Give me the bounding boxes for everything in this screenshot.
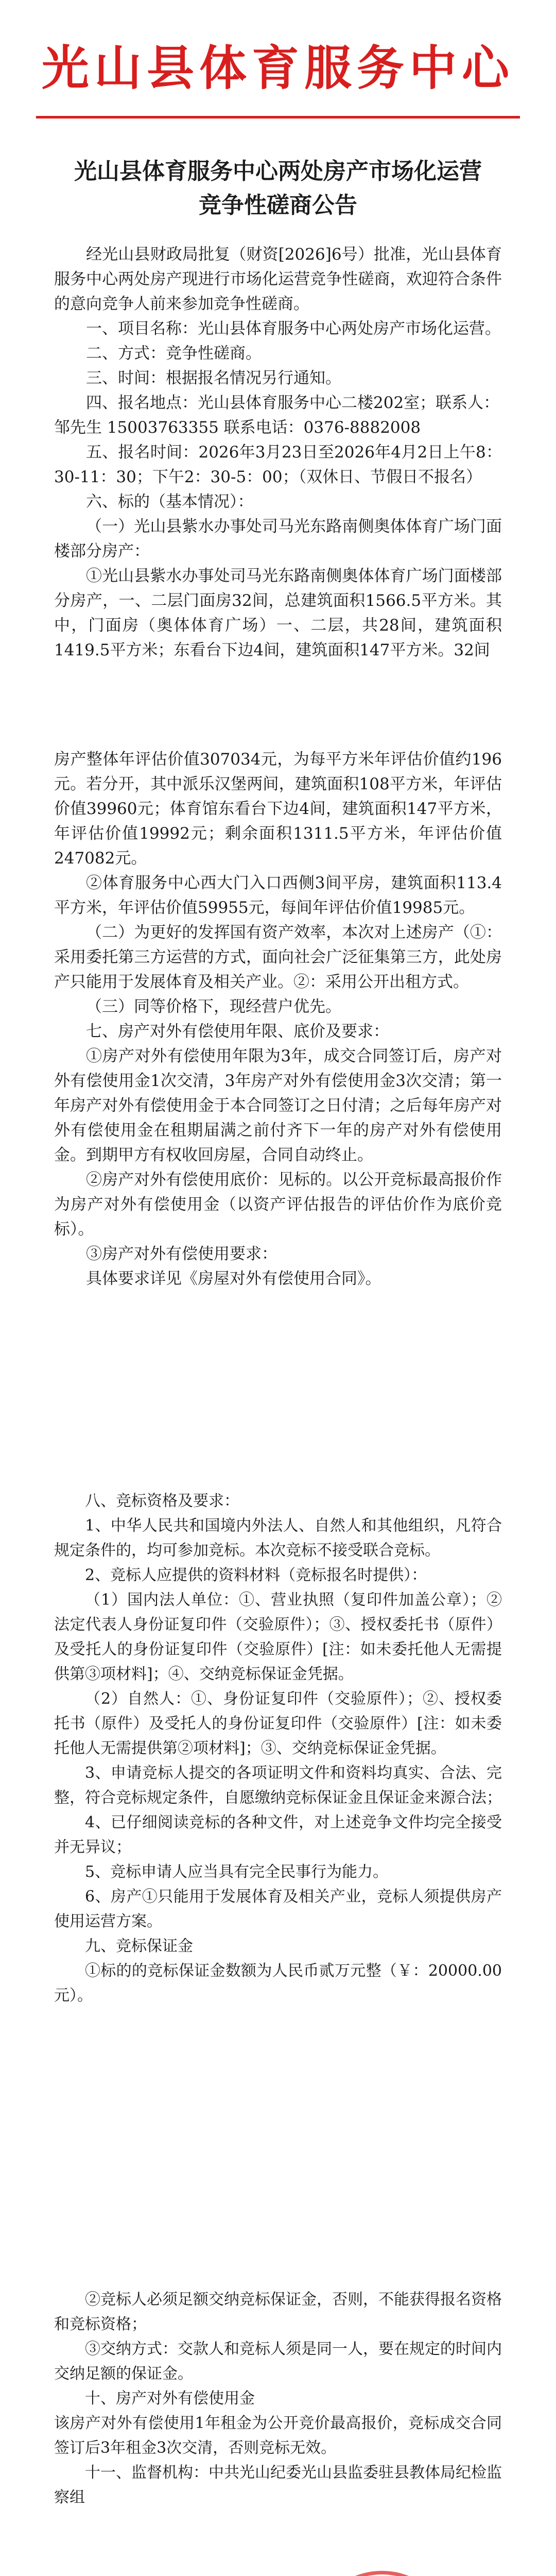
supervision-text: 十一、监督机构：中共光山纪委光山县监委驻县教体局纪检监察组 [54, 2464, 502, 2506]
qualification-6: 6、房产①只能用于发展体育及相关产业，竞标人须提供房产使用运营方案。 [54, 1888, 502, 1930]
document-title-line1: 光山县体育服务中心两处房产市场化运营 [74, 158, 482, 184]
deposit-heading: 九、竞标保证金 [85, 1937, 193, 1955]
official-seal [309, 2571, 455, 2576]
item-subject-one: （一）光山县紫水办事处司马光东路南侧奥体体育广场门面楼部分房产： [54, 517, 502, 561]
qualification-2: 2、竞标人应提供的资料材料（竞标报名时提供）： [85, 1566, 427, 1584]
section-intro [54, 242, 502, 663]
masthead-red-rule [36, 116, 520, 118]
qualification-2-natural: （2）自然人：①、身份证复印件（交验原件）；②、授权委托书（原件）及受托人的身份证复印件（交验原件）[注：如未委托他人无需提供第②项材料]；③、交纳竞标保证金凭据。 [54, 1690, 502, 1757]
term-heading: 七、房产对外有偿使用年限、底价及要求： [86, 1022, 389, 1041]
valuation-paragraph: 房产整体年评估价值307034元，为每平方米年评估价值约196元。若分开，其中派乐汉堡两间，建筑面积108平方米，年评估价值39960元；体育馆东看台下边4间，建筑面积147平方米，年评估价值19992元；剩余面积1311.5平方米，年评估价值247082元。 [54, 750, 502, 868]
masthead-title: 光山县体育服务中心 [41, 40, 514, 96]
section-qualification [54, 1489, 502, 2008]
section-valuation [54, 747, 502, 1291]
contract-reference: 具体要求详见《房屋对外有偿使用合同》。 [86, 1269, 381, 1288]
priority-paragraph: （三）同等价格下，现经营户优先。 [86, 997, 341, 1016]
property-two-paragraph: ②体育服务中心西大门入口西侧3间平房，建筑面积113.4平方米，年评估价值59955元，每间年评估价值19985元。 [54, 874, 502, 917]
qualification-5: 5、竞标申请人应当具有完全民事行为能力。 [85, 1863, 389, 1881]
deposit-amount: ①标的的竞标保证金数额为人民币贰万元整（￥：20000.00元）。 [54, 1962, 502, 2005]
item-registration-time: 五、报名时间：2026年3月23日至2026年4月2日上午8：30-11：30；下午2：30-5：00；（双休日、节假日不报名） [54, 443, 502, 486]
qualification-2-legal: （1）国内法人单位：①、营业执照（复印件加盖公章）；②法定代表人身份证复印件（交验原件）；③、授权委托书（原件）及受托人的身份证复印件（交验原件）[注：如未委托他人无需提供第③项材料]；④、交纳竞标保证金凭据。 [54, 1591, 502, 1683]
item-subject-heading: 六、标的（基本情况）： [86, 493, 254, 511]
qualification-1: 1、中华人民共和国境内外法人、自然人和其他组织，凡符合规定条件的，均可参加竞标。本次竞标不接受联合竞标。 [54, 1517, 502, 1560]
item-location: 四、报名地点：光山县体育服务中心二楼202室；联系人： [86, 394, 500, 412]
usage-fee-text: 该房产对外有偿使用1年租金为公开竞价最高报价，竞标成交合同签订后3年租金3次交清，否则竞标无效。 [54, 2414, 502, 2457]
document-title-line2: 竞争性磋商公告 [199, 192, 357, 218]
operation-method-paragraph: （二）为更好的发挥国有资产效率，本次对上述房产（①：采用委托第三方运营的方式，面向社会广泛征集第三方，此处房产只能用于发展体育及相关产业。②：采用公开出租方式。 [54, 923, 502, 991]
item-contact: 邹先生 15003763355 联系电话：0376-8882008 [54, 418, 421, 437]
deposit-rule-3: ③交纳方式：交款人和竞标人须是同一人，要在规定的时间内交纳足额的保证金。 [54, 2340, 502, 2383]
document-title [46, 155, 510, 223]
qualification-4: 4、已仔细阅读竞标的各种文件，对上述竞争文件均完全接受并无异议； [54, 1814, 502, 1856]
floor-price-paragraph: ②房产对外有偿使用底价：见标的。以公开竞标最高报价作为房产对外有偿使用金（以资产评估报告的评估价作为底价竞标）。 [54, 1171, 502, 1239]
deposit-rule-2: ②竞标人必须足额交纳竞标保证金，否则，不能获得报名资格和竞标资格； [54, 2291, 502, 2333]
item-project-name: 一、项目名称：光山县体育服务中心两处房产市场化运营。 [86, 319, 501, 338]
qualification-heading: 八、竞标资格及要求： [85, 1492, 239, 1510]
intro-paragraph: 经光山县财政局批复（财资[2026]6号）批准，光山县体育服务中心两处房产现进行市场化运营竞争性磋商，欢迎符合条件的意向竞争人前来参加竞争性磋商。 [54, 245, 502, 313]
item-subject-one-detail: ①光山县紫水办事处司马光东路南侧奥体体育广场门面楼部分房产，一、二层门面房32间，总建筑面积1566.5平方米。其中，门面房（奥体体育广场）一、二层，共28间，建筑面积1419.5平方米；东看台下边4间，建筑面积147平方米。32间 [54, 567, 502, 659]
qualification-3: 3、申请竞标人提交的各项证明文件和资料均真实、合法、完整，符合竞标规定条件，自愿缴纳竞标保证金且保证金来源合法； [54, 1764, 502, 1807]
item-time: 三、时间：根据报名情况另行通知。 [86, 369, 341, 387]
usage-fee-heading: 十、房产对外有偿使用金 [85, 2389, 255, 2408]
section-deposit-rules [54, 2287, 502, 2510]
item-method: 二、方式：竞争性磋商。 [86, 344, 262, 363]
term-payment-paragraph: ①房产对外有偿使用年限为3年，成交合同签订后，房产对外有偿使用金1次交清，3年房产对外有偿使用金3次交清；第一年房产对外有偿使用金于本合同签订之日付清；之后每年房产对外有偿使用金在租期届满之前付齐下一年的房产对外有偿使用金。到期甲方有权收回房屋，合同自动终止。 [54, 1047, 502, 1164]
masthead [36, 15, 520, 113]
usage-requirement-heading: ③房产对外有偿使用要求： [86, 1245, 277, 1263]
